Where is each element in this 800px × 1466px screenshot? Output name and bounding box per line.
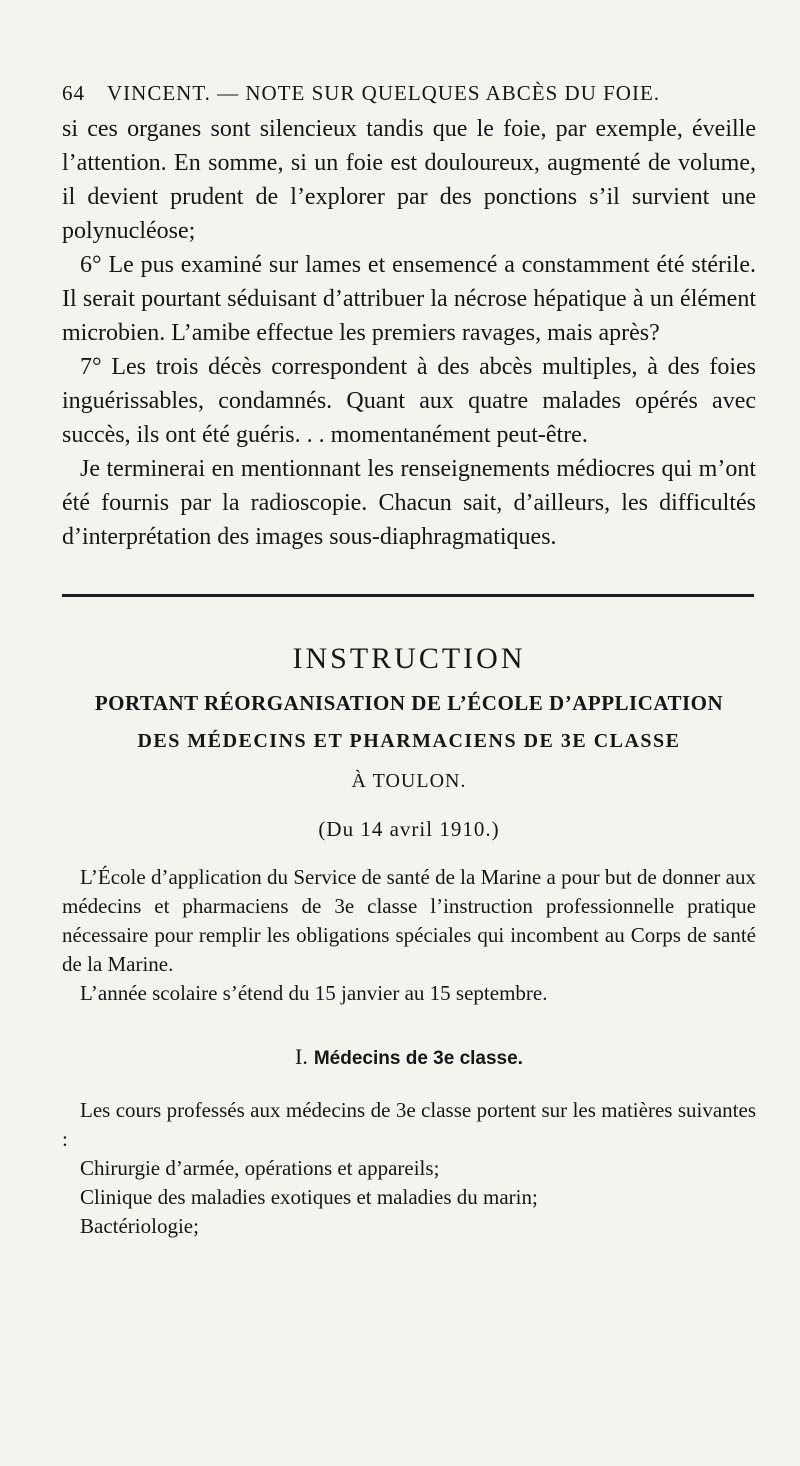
paragraph: 6° Le pus examiné sur lames et ensemencé a constamment été stérile. Il serait pourtant séduisant d’attribuer la nécrose hépatique à un élément microbien. L’amibe effectue les premiers ravages, mais après?	[62, 252, 756, 346]
paragraph: si ces organes sont silencieux tandis que le foie, par exemple, éveille l’attention. En somme, si un foie est douloureux, augmenté de volume, il devient prudent de l’explorer par des ponctions s’il survient une polynucléose;	[62, 116, 756, 244]
running-title: VINCENT. — NOTE SUR QUELQUES ABCÈS DU FOIE.	[107, 81, 661, 105]
section-body	[62, 1096, 756, 1241]
paragraph: 7° Les trois décès correspondent à des abcès multiples, à des foies inguérissables, condamnés. Quant aux quatre malades opérés avec succès, ils ont été guéris. . . momentanément peut-être.	[62, 354, 756, 448]
course-list	[62, 1154, 756, 1241]
paragraph: L’École d’application du Service de santé de la Marine a pour but de donner aux médecins et pharmaciens de 3e classe l’instruction professionnelle pratique nécessaire pour remplir les obligations spéciales qui incombent au Corps de santé de la Marine.	[62, 865, 756, 976]
list-item: Chirurgie d’armée, opérations et appareils;	[80, 1156, 440, 1180]
instruction-subtitle: À TOULON.	[351, 770, 467, 792]
instruction-body	[62, 863, 756, 1008]
paragraph: Je terminerai en mentionnant les renseignements médiocres qui m’ont été fournis par la radioscopie. Chacun sait, d’ailleurs, les difficultés d’interprétation des images sous-diaphragmatiques.	[62, 456, 756, 550]
page	[62, 80, 756, 1241]
instruction-date: (Du 14 avril 1910.)	[318, 817, 500, 841]
instruction-subtitle: DES MÉDECINS ET PHARMACIENS DE 3E CLASSE	[137, 730, 681, 752]
instruction-subtitle: PORTANT RÉORGANISATION DE L’ÉCOLE D’APPLICATION	[94, 691, 724, 715]
list-item: Bactériologie;	[80, 1214, 199, 1238]
section-number: I.	[295, 1044, 308, 1069]
list-item: Clinique des maladies exotiques et maladies du marin;	[80, 1185, 538, 1209]
paragraph: L’année scolaire s’étend du 15 janvier au 15 septembre.	[80, 981, 548, 1005]
running-header	[62, 80, 756, 106]
section-heading	[62, 1044, 756, 1072]
page-number: 64	[62, 81, 85, 105]
section-divider	[62, 594, 754, 597]
article-conclusion	[62, 112, 756, 554]
instruction-title: INSTRUCTION	[292, 642, 526, 675]
paragraph: Les cours professés aux médecins de 3e classe portent sur les matières suivantes :	[62, 1098, 756, 1151]
section-title: Médecins de 3e classe.	[313, 1048, 523, 1069]
